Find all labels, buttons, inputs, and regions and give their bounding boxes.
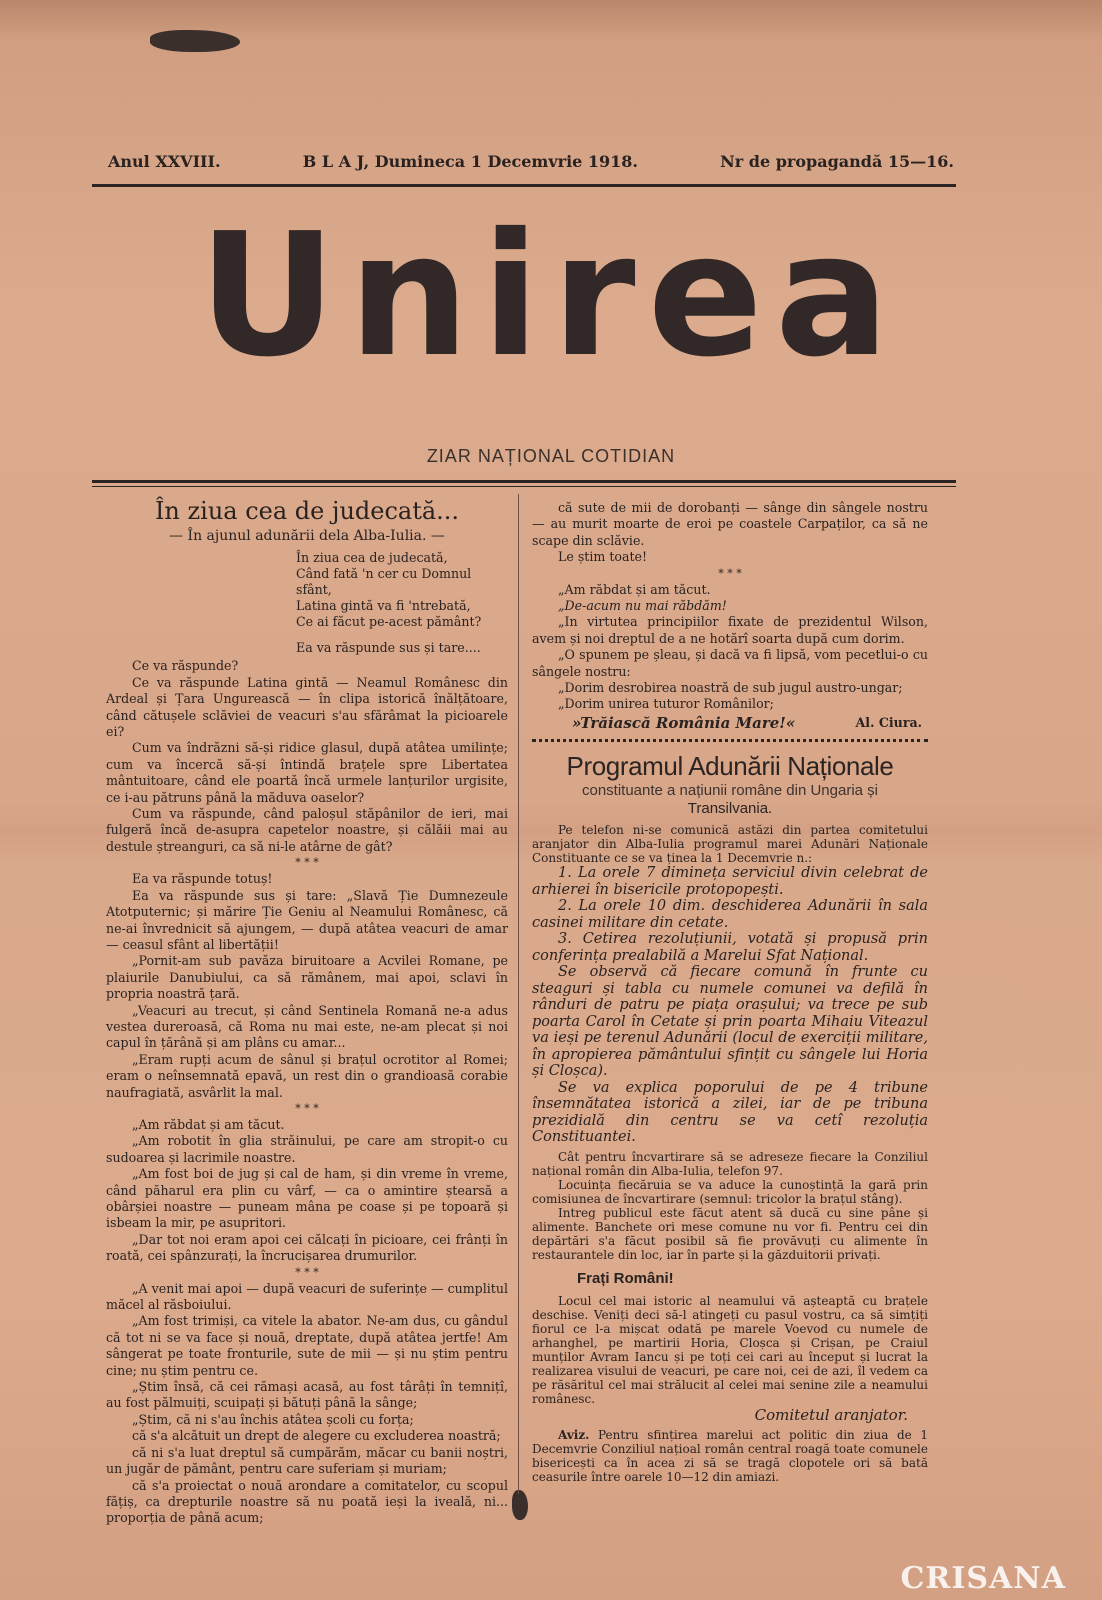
header-rule: [92, 184, 956, 187]
dotted-divider: [532, 739, 928, 742]
article-title: În ziua cea de judecată...: [154, 497, 460, 525]
program-item: 1. La orele 7 dimineța serviciul divin celebrat de arhierei în bisericile protopopești.: [532, 865, 928, 898]
section-stars: * * *: [295, 1101, 319, 1115]
paragraph: „Dorim unirea tuturor Românilor;: [558, 696, 774, 712]
poem-line: Ce ai făcut pe-acest pământ?: [296, 614, 482, 630]
article-left-column: [106, 496, 508, 1527]
paragraph: Ea va răspunde sus și tare: „Slavă Ție Dumnezeule Atotputernic; și mărire Ție Geniu al Neamului Românesc, că ne-ai învrednicit să ajungem, — după atâtea veacuri de amar — ceasul sfânt al libertății!: [106, 887, 508, 952]
paragraph: „Știm, că ni s'au închis atâtea școli cu forța;: [132, 1411, 414, 1427]
appeal-text: Locul cel mai istoric al neamului vă așteaptă cu brațele deschise. Veniți deci să-l atingeți cu pasul vostru, ca să simțiți fiorul ce l-a mișcat odată pe marele Voevod cu numele de arhanghel, pe martirii Horia, Cloșca și Crișan, pe Craiul munților Avram Iancu și pe toți cei cari au început și lucrat la realizarea visului de veacuri, pe care noi, cei de azi, îl vedem ca pe răsăritul cel mai strălucit al celei mai senine zile a neamului românesc.: [532, 1293, 928, 1406]
torn-hole: [150, 30, 240, 52]
section-stars: * * *: [295, 856, 319, 870]
watermark: CRISANA: [900, 1561, 1066, 1596]
paragraph: „Dar tot noi eram apoi cei călcați în picioare, cei frânți în roată, cei spânzurați, la încrucișarea drumurilor.: [106, 1231, 508, 1264]
article-ending: [572, 715, 922, 731]
program-subtitle: constituante a națiunii române din Ungaria și: [581, 782, 878, 800]
author: Al. Ciura.: [855, 714, 922, 730]
program-subtitle-2: Transilvania.: [687, 800, 773, 818]
paragraph: că s'a alcătuit un drept de alegere cu excluderea noastră;: [132, 1428, 501, 1444]
program-item: Se observă că fiecare comună în frunte cu steaguri și tabla cu numele comunei va defilă în rânduri de patru pe piața orașului; va trece pe sub poarta Carol în Cetate și prin poarta Mihaiu Viteazul va ieși pe terenul Adunării (locul de exerciții militare, în apropierea pământului sfințit cu sângele lui Horia și Cloșca).: [532, 964, 928, 1080]
paragraph: „Am răbdat și am tăcut.: [132, 1116, 285, 1132]
paragraph: Le știm toate!: [558, 549, 648, 565]
program-note: Intreg publicul este făcut atent să ducă cu sine pâne și alimente. Banchete ori mese comune nu vor fi. Pentru cei din depărtări s'a făcut posibil să fie provăvuți cu alimente în restaurantele din loc, iar în parte și la găzduitorii privați.: [532, 1205, 928, 1262]
paragraph: că s'a proiectat o nouă arondare a comitatelor, cu scopul fățiș, ca drepturile noastre să nu poată ieși la iveală, ni... proporția de până acum;: [106, 1477, 508, 1526]
paragraph: „Pornit-am sub pavăza biruitoare a Acvilei Romane, pe plaiurile Danubiului, ca să rămânem, mai apoi, sclavi în propria noastră țară.: [106, 953, 508, 1002]
paragraph: Ce va răspunde Latina gintă — Neamul Românesc din Ardeal și Țara Ungurească — în clipa istorică înălțătoare, când cătușele sclăviei de veacuri s'au sfărâmat la picioarele ei?: [106, 674, 508, 740]
header-year: Anul XXVIII.: [108, 152, 221, 171]
paragraph: „Am robotit în glia străinului, pe care am stropit-o cu sudoarea și lacrimile noastre.: [106, 1133, 508, 1165]
paragraph: „A venit mai apoi — după veacuri de suferințe — cumplitul măcel al răsboiului.: [106, 1280, 508, 1313]
poem-line: Latina gintă va fi 'ntrebată,: [296, 598, 471, 614]
paragraph: Ea va răspunde totuș!: [132, 871, 273, 887]
program-intro: Pe telefon ni-se comunică astăzi din partea comitetului aranjator din Alba-Iulia programul marei Adunări Naționale Constituante ce se va ținea la 1 Decemvrie n.:: [532, 823, 928, 866]
paragraph: Cum va răspunde, când paloșul stăpânilor de ieri, mai fulgeră încă de-asupra capetelor noastre, și călăii mai au destule ștreanguri, ca să ni-le atârne de gât?: [106, 806, 508, 854]
masthead-subtitle: ZIAR NAȚIONAL COTIDIAN: [426, 446, 676, 466]
poem-line: Când fată 'n cer cu Domnul sfânt,: [296, 566, 472, 598]
header-line: [108, 152, 954, 171]
notice-text: Pentru sfințirea marelui act politic din ziua de 1 Decemvrie Conziliul națioal român central roagă toate comunele bisericești ca în acea zi să se tragă clopotele ori să bată ceasurile între oarele 10—12 din amiazi.: [532, 1427, 928, 1484]
program-title: Programul Adunării Naționale: [566, 751, 894, 782]
poem: [296, 550, 508, 656]
paragraph: „Eram rupți acum de sânul și brațul ocrotitor al Romei; eram o neînsemnată epavă, un rest din o grandioasă corabie naufragiată, asvârlit la mal.: [106, 1051, 508, 1100]
paragraph: „Am fost boi de jug și cal de ham, și din vreme în vreme, când păharul era plin cu vârf, — ca o amintire ștearsă a obârșiei noastre — puneam mâna pe coase și pe topoară și isbeam la mir, pe asupritori.: [106, 1166, 508, 1231]
header-number: Nr de propagandă 15—16.: [720, 152, 954, 171]
paragraph: „Dorim desrobirea noastră de sub jugul austro-ungar;: [558, 680, 903, 696]
poem-line: În ziua cea de judecată,: [296, 550, 448, 566]
paragraph: Ce va răspunde?: [132, 658, 239, 674]
paragraph: „O spunem pe șleau, și dacă va fi lipsă, vom pecetlui-o cu sângele nostru:: [532, 647, 928, 679]
paragraph: „Veacuri au trecut, și când Sentinela Romană ne-a adus vestea dureroasă, că Roma nu mai este, ne-am plecat și noi capul în țărână și am plâns cu amar...: [106, 1002, 508, 1051]
masthead-rule: [92, 480, 956, 483]
slogan: »Trăiască România Mare!«: [572, 713, 796, 732]
appeal-signature: Comitetul aranjator.: [754, 1405, 908, 1424]
paragraph: Cum va îndrăzni să-și ridice glasul, după atâtea umilințe; cum va încercă să-și întindă brațele spre Libertatea mântuitoare, când ele poartă încă urmele lanțurilor urgisite, ce i-au pătruns până la măduva oaselor?: [106, 740, 508, 805]
paragraph: „Am fost trimiși, ca vitele la abator. Ne-am dus, cu gândul că tot ni se va face și nouă, dreptate, după atâtea jertfe! Am sângerat pe toate fronturile, sute de mii — și nu știm pentru cine; nu știm pentru ce.: [106, 1313, 508, 1378]
header-place-date: B L A J, Dumineca 1 Decemvrie 1918.: [302, 152, 638, 171]
poem-line: Ea va răspunde sus și tare....: [296, 640, 481, 656]
paragraph: „Am răbdat și am tăcut.: [558, 581, 711, 597]
program-note: Locuința fiecăruia se va aduce la cunoștință la gară prin comisiunea de încvartirare (semnul: tricolor la brațul stâng).: [532, 1177, 928, 1206]
program-note: Cât pentru încvartirare să se adreseze fiecare la Conziliul național român din Alba-Iulia, telefon 97.: [532, 1149, 928, 1178]
program-item: Se va explica poporului de pe 4 tribune însemnătatea istorică a zilei, iar de pe tribuna prezidială din centru se va cetî rezoluția Constituantei.: [532, 1079, 928, 1146]
paragraph: că sute de mii de dorobanți — sânge din sângele nostru — au murit moarte de eroi pe coastele Carpaților, ca să ne scape din sclăvie.: [532, 500, 928, 548]
paragraph: că ni s'a luat dreptul să cumpărăm, măcar cu banii noștri, un jugăr de pământ, pentru care suferiam și muriam;: [106, 1444, 508, 1477]
paragraph: „De-acum nu mai răbdăm!: [558, 598, 727, 614]
program-item: 3. Cetirea rezoluțiunii, votată și propusă prin conferința prealabilă a Marelui Sfat Național.: [532, 931, 928, 964]
section-stars: * * *: [718, 566, 742, 580]
appeal-title: Frați Români!: [577, 1269, 674, 1287]
section-stars: * * *: [295, 1265, 319, 1279]
article-right-column: [532, 500, 928, 1484]
masthead-rule-thin: [92, 486, 956, 487]
article-subtitle: — În ajunul adunării dela Alba-Iulia. —: [169, 528, 445, 544]
notice-label: Aviz.: [558, 1427, 590, 1442]
masthead-title: Unirea: [198, 197, 902, 395]
paragraph: „In virtutea principiilor fixate de prezidentul Wilson, avem și noi dreptul de a ne hotărî soarta după cum dorim.: [532, 614, 928, 646]
paragraph: „Știm însă, că cei rămași acasă, au fost târâți în temnițî, au fost pălmuiți, scuipați și bătuți până la sânge;: [106, 1379, 508, 1411]
column-separator: [518, 494, 519, 1494]
notice: [532, 1428, 928, 1484]
torn-hole: [512, 1490, 528, 1520]
program-item: 2. La orele 10 dim. deschiderea Adunării în sala casinei militare din cetate.: [532, 898, 928, 931]
